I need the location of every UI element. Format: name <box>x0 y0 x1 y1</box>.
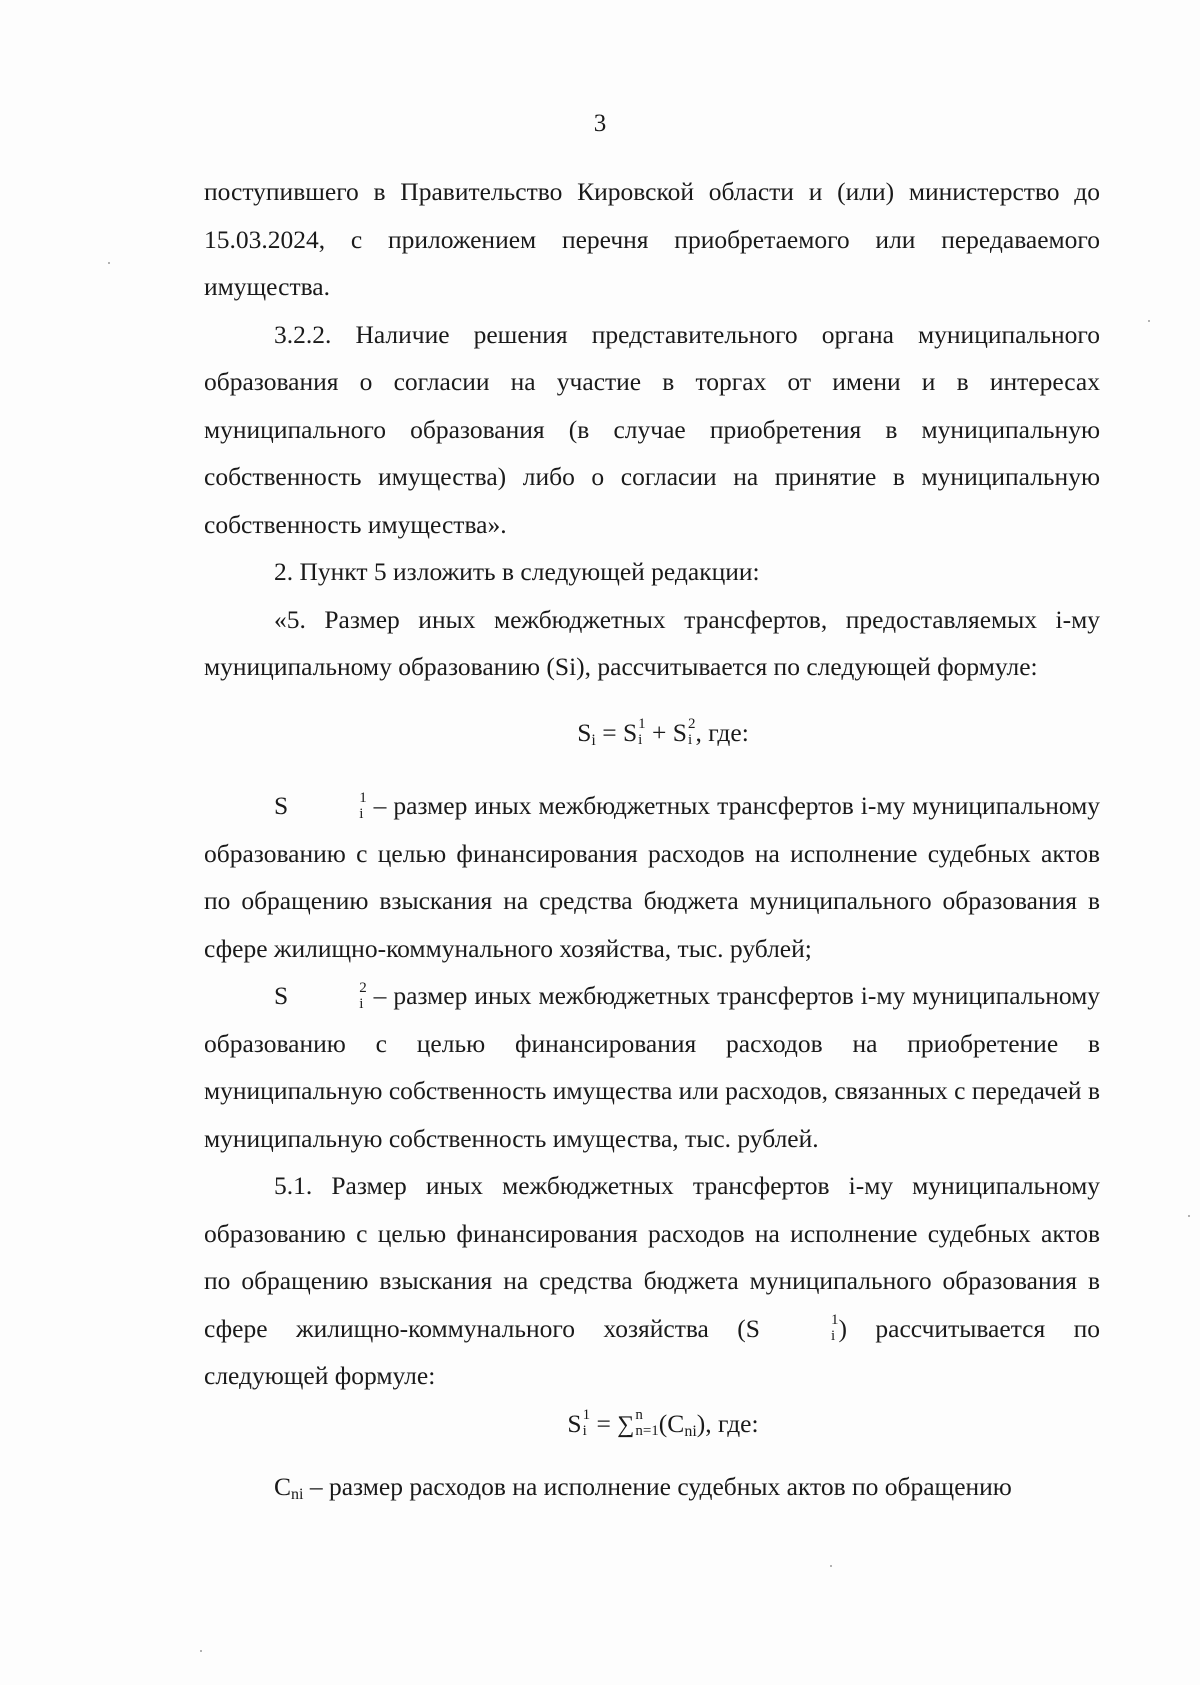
definition-si1: S 1 i – размер иных межбюджетных трансфертов i-му муниципальному образованию с целью финансирования расходов на исполнение судебных актов по обращению взыскания на средства бюджета муниципального образования в сфере жилищно-коммунального хозяйства, тыс. рублей; <box>204 789 1100 963</box>
formula-si1 <box>204 1400 1100 1456</box>
symbol-si2: S 2 i <box>274 979 367 1012</box>
paragraph-3-2-2: 3.2.2. Наличие решения представительного органа муниципального образования о согласии на участие в торгах от имени и в интересах муниципального образования (в случае приобретения в муниципальную собственность имущества) либо о согласии на принятие в муниципальную собственность имущества». <box>204 319 1100 539</box>
document-body <box>204 168 1100 1519</box>
scan-speck <box>200 1650 202 1652</box>
definition-cni: Cni – размер расходов на исполнение судебных актов по обращению <box>274 1472 1012 1503</box>
formula-si <box>204 709 1100 765</box>
scan-speck <box>1188 1215 1190 1217</box>
scan-speck <box>108 262 110 264</box>
formula-si1-expression: S 1 i = ∑ n n=1 (Cni), где: <box>567 1407 759 1440</box>
scan-speck <box>1148 320 1150 322</box>
paragraph-1: поступившего в Правительство Кировской области и (или) министерство до 15.03.2024, с приложением перечня приобретаемого или передаваемого имущества. <box>204 177 1100 301</box>
scan-speck <box>830 1565 832 1567</box>
definition-si2: S 2 i – размер иных межбюджетных трансфертов i-му муниципальному образованию с целью финансирования расходов на приобретение в муниципальную собственность имущества или расходов, связанных с передачей в муниципальную собственность имущества, тыс. рублей. <box>204 979 1100 1153</box>
formula-si-expression: Si = S 1 i + S 2 i , где: <box>577 716 749 749</box>
symbol-cni: Cni <box>274 1472 304 1503</box>
paragraph-item-5: «5. Размер иных межбюджетных трансфертов, предоставляемых i-му муниципальному образованию (Si), рассчитывается по следующей формуле: <box>204 604 1100 681</box>
symbol-si1: S 1 i <box>274 789 367 822</box>
page-number: 3 <box>593 110 607 137</box>
symbol-si1-parenthesized: (S 1 i ) <box>737 1312 847 1345</box>
paragraph-item-2: 2. Пункт 5 изложить в следующей редакции: <box>274 557 760 586</box>
paragraph-5-1: 5.1. Размер иных межбюджетных трансфертов i-му муниципальному образованию с целью финансирования расходов на исполнение судебных актов по обращению взыскания на средства бюджета муниципального образования в сфере жилищно-коммунального хозяйства (S 1 i ) рассчитывается по следующей формуле: <box>204 1171 1100 1390</box>
